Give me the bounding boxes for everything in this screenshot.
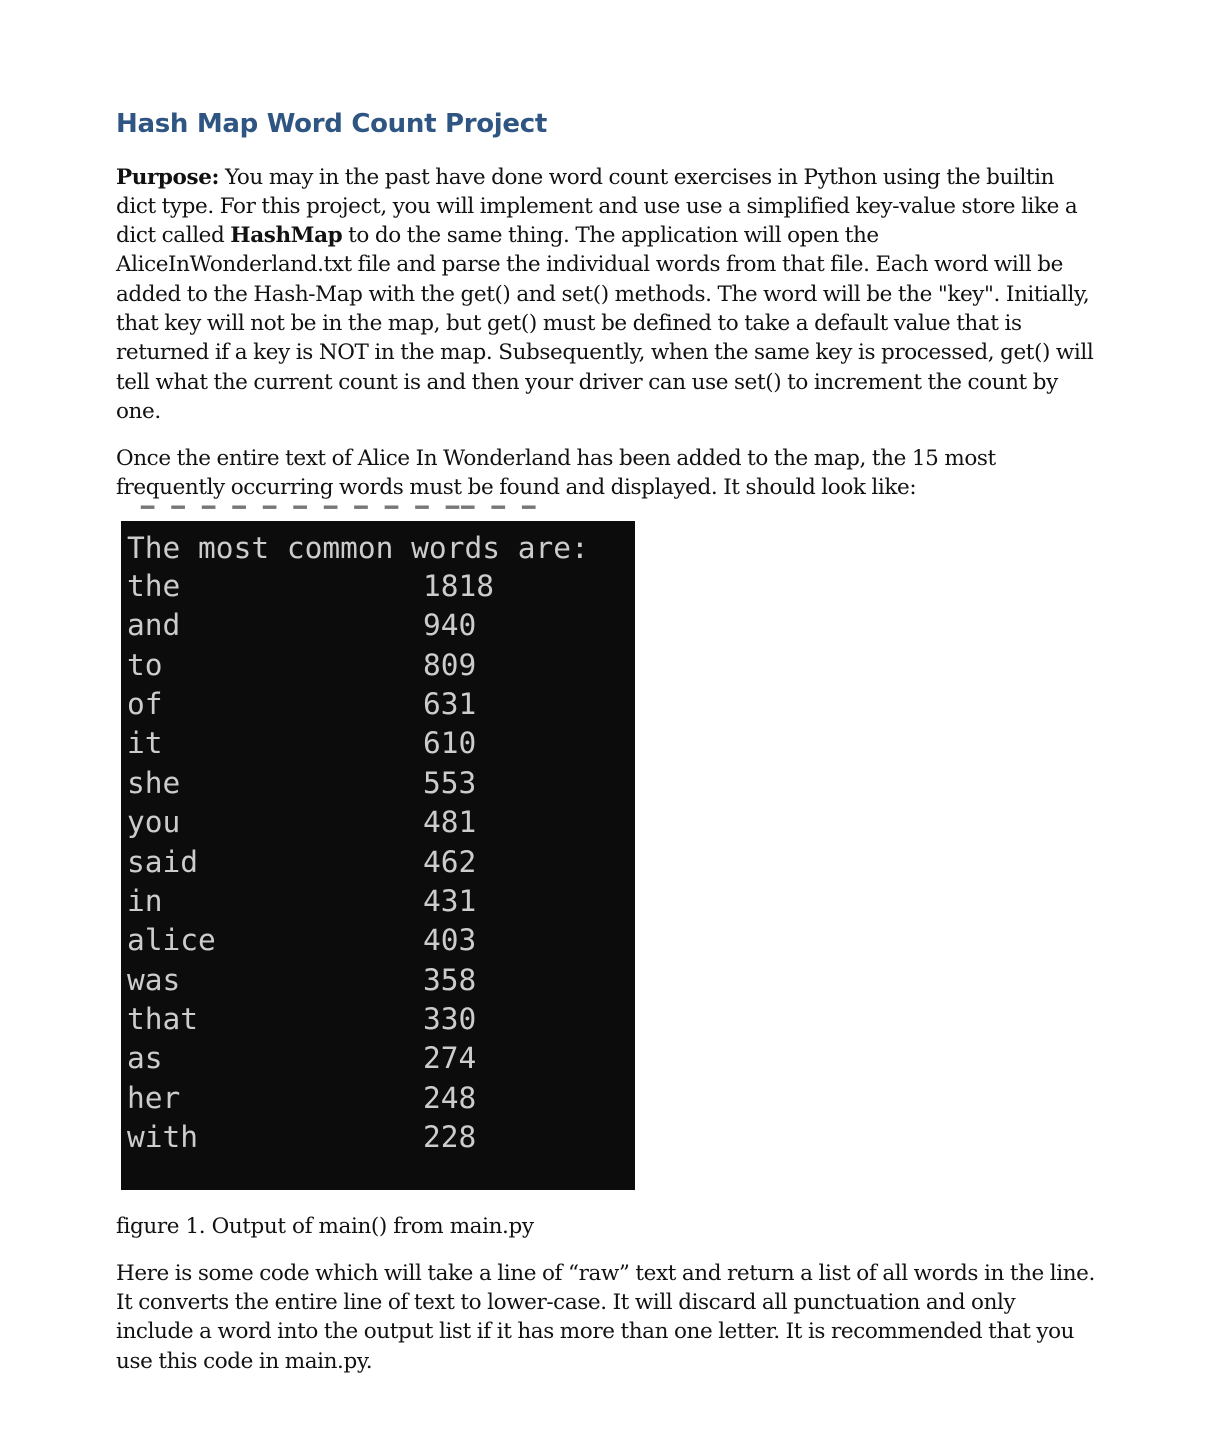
page-title: Hash Map Word Count Project — [116, 109, 547, 139]
purpose-label: Purpose: — [116, 164, 220, 190]
console-count: 553 — [423, 765, 477, 800]
console-count: 481 — [423, 805, 477, 840]
console-word: as — [127, 1041, 163, 1076]
document-page — [116, 108, 1096, 1394]
hashmap-term: HashMap — [230, 223, 343, 249]
console-word: her — [127, 1080, 181, 1115]
console-word: was — [127, 962, 181, 997]
console-count: 248 — [423, 1080, 477, 1115]
console-word: that — [127, 1002, 199, 1037]
console-count: 1818 — [423, 568, 495, 603]
console-count: 358 — [423, 962, 477, 997]
figure-caption: figure 1. Output of main() from main.py — [116, 1213, 534, 1239]
console-output-screenshot — [121, 506, 635, 1190]
display-instructions-paragraph: Once the entire text of Alice In Wonderland has been added to the map, the 15 most frequently occurring words must be found and displayed. It should look like: — [116, 446, 996, 501]
console-count: 631 — [423, 686, 477, 721]
console-count: 403 — [423, 923, 477, 958]
console-word: she — [127, 765, 181, 800]
console-clipped-line: ▔ ▔ ▔ ▔ ▔ ▔ ▔ ▔ ▔ ▔ ▔▔ ▔ ▔ — [141, 506, 538, 532]
console-word: you — [127, 805, 181, 840]
console-count: 940 — [423, 608, 477, 643]
purpose-text-1: You may in the past have done word count exercises in Python using the builtin dict type. For this project, you will implement and use use a simplified key-value store like a dict called — [116, 164, 1078, 249]
console-word: to — [127, 647, 163, 682]
console-word: and — [127, 608, 181, 643]
console-count: 809 — [423, 647, 477, 682]
console-word: alice — [127, 923, 216, 958]
console-word: the — [127, 568, 181, 603]
console-count: 431 — [423, 883, 477, 918]
console-count: 274 — [423, 1041, 477, 1076]
console-word: said — [127, 844, 199, 879]
console-word: it — [127, 726, 163, 761]
console-word: of — [127, 686, 163, 721]
purpose-paragraph — [116, 163, 1096, 427]
console-count: 228 — [423, 1120, 477, 1155]
console-count: 610 — [423, 726, 477, 761]
console-count: 330 — [423, 1002, 477, 1037]
console-count: 462 — [423, 844, 477, 879]
console-header: The most common words are: — [127, 530, 589, 565]
code-intro-paragraph: Here is some code which will take a line of “raw” text and return a list of all words in the line. It converts the entire line of text to lower-case. It will discard all punctuation and only include a word into the output list if it has more than one letter. It is recommended that you use this code in main.py. — [116, 1260, 1095, 1374]
purpose-text-2: to do the same thing. The application will open the AliceInWonderland.txt file and parse the individual words from that file. Each word will be added to the Hash-Map with the get() and set() methods. The word will be the "key". Initially, that key will not be in the map, but get() must be defined to take a default value that is returned if a key is NOT in the map. Subsequently, when the same key is processed, get() will tell what the current count is and then your driver can use set() to increment the count by one. — [116, 223, 1094, 424]
console-word: with — [127, 1120, 199, 1155]
console-word: in — [127, 883, 163, 918]
